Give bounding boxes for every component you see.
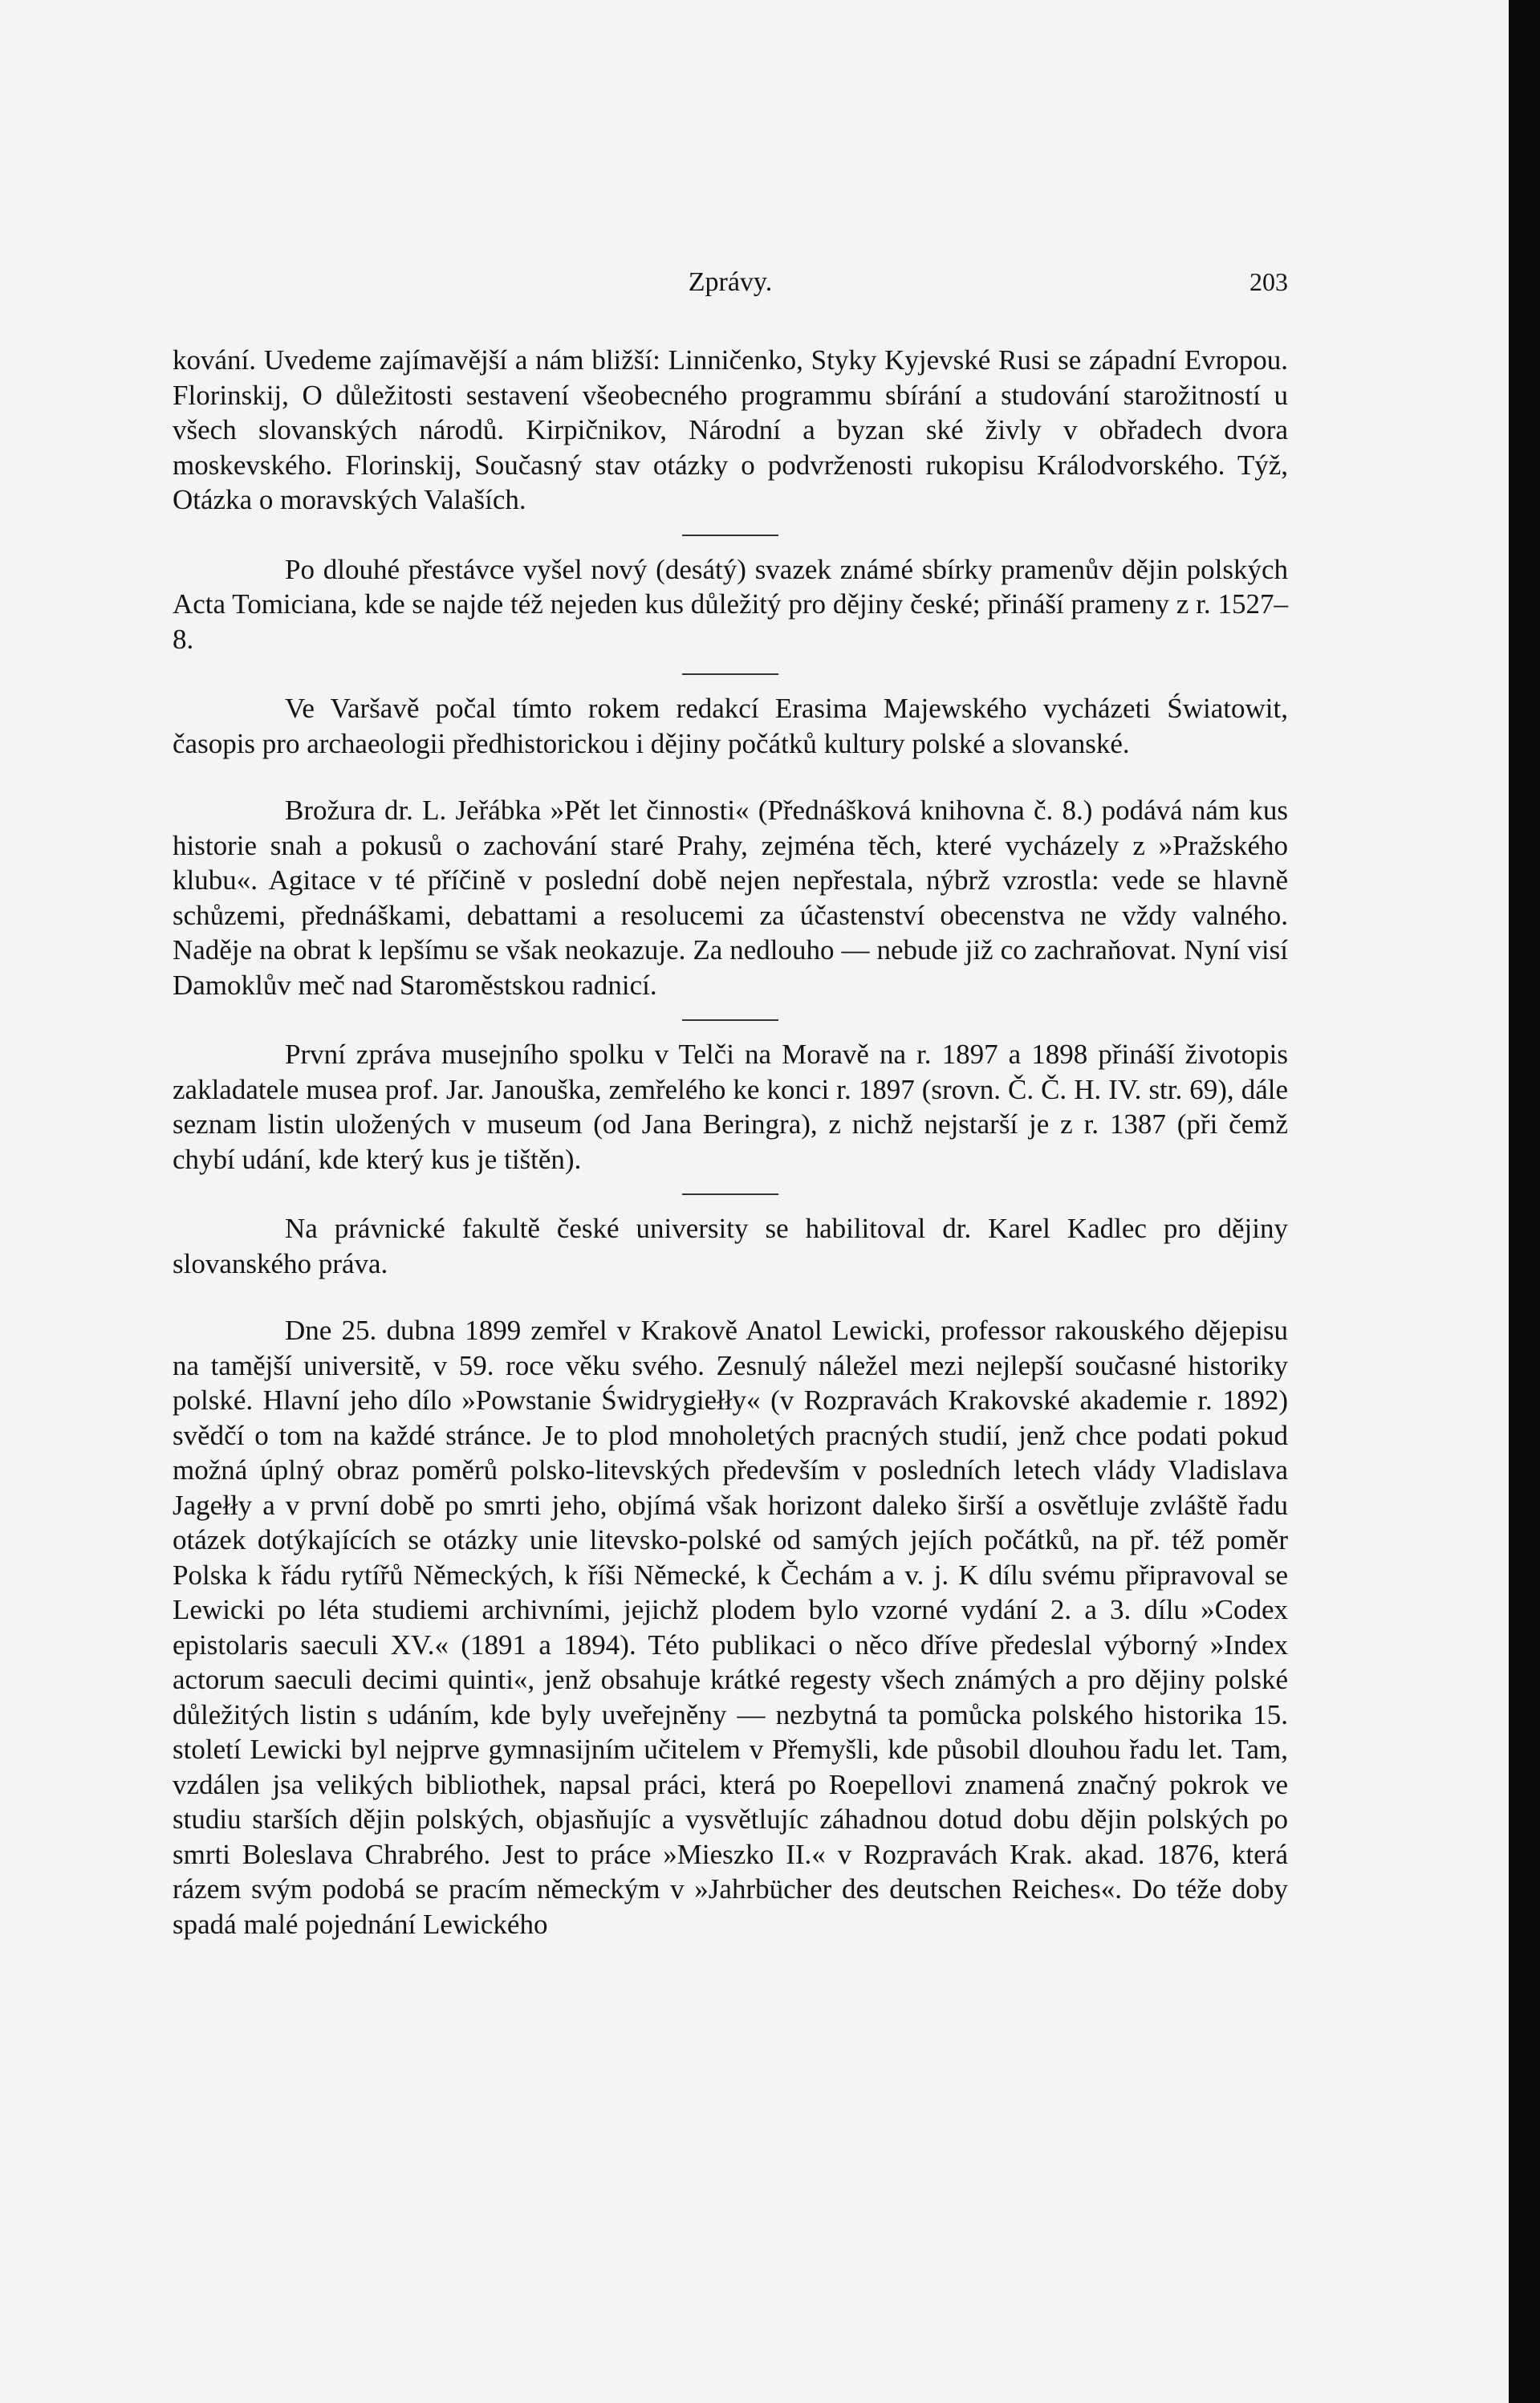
paragraph-4: Brožura dr. L. Jeřábka »Pět let činnosti« (Přednášková knihovna č. 8.) podává nám kus historie snah a pokusů o zachování staré Prahy, zejména těch, které vycházely z »Pražského klubu«. Agitace v té příčině v poslední době nejen nepřestala, nýbrž vzrostla: vede se hlavně schůzemi, přednáškami, debattami a resolucemi za účastenství obecenstva ne vždy valného. Naděje na obrat k lepšímu se však neokazuje. Za nedlouho — nebude již co zachraňovat. Nyní visí Damoklův meč nad Staroměstskou radnicí.	[173, 795, 1288, 1001]
page-number: 203	[1249, 267, 1288, 296]
separator-rule	[173, 1177, 1288, 1211]
paragraph-2: Po dlouhé přestávce vyšel nový (desátý) svazek známé sbírky pramenův dějin polských Acta Tomiciana, kde se najde též nejeden kus důležitý pro dějiny české; přináší prameny z r. 1527–8.	[173, 553, 1288, 655]
spacer	[173, 1281, 1288, 1313]
paragraph-6: Na právnické fakultě české university se habilitoval dr. Karel Kadlec pro dějiny slovanského práva.	[173, 1213, 1288, 1279]
separator-rule	[173, 518, 1288, 552]
paragraph-3: Ve Varšavě počal tímto rokem redakcí Erasima Majewského vycházeti Światowit, časopis pro archaeologii předhistorickou i dějiny počátků kultury polské a slovanské.	[173, 693, 1288, 759]
scan-edge	[1509, 0, 1540, 2403]
paragraph-7: Dne 25. dubna 1899 zemřel v Krakově Anatol Lewicki, professor rakouského dějepisu na tamější universitě, v 59. roce věku svého. Zesnulý náležel mezi nejlepší současné historiky polské. Hlavní jeho dílo »Powstanie Świdrygiełły« (v Rozpravách Krakovské akademie r. 1892) svědčí o tom na každé stránce. Je to plod mnoholetých pracných studií, jenž chce podati pokud možná úplný obraz poměrů polsko-litevských především v posledních letech vlády Vladislava Jagełły a v první době po smrti jeho, objímá však horizont daleko širší a osvětluje zvláště řadu otázek dotýkajících se otázky unie litevsko-polské od samých jejích počátků, na př. též poměr Polska k řádu rytířů Německých, k říši Německé, k Čechám a v. j. K dílu svému připravoval se Lewicki po léta studiemi archivními, jejichž plodem bylo vzorné vydání 2. a 3. dílu »Codex epistolaris saeculi XV.« (1891 a 1894). Této publikaci o něco dříve předeslal výborný »Index actorum saeculi decimi quinti«, jenž obsahuje krátké regesty všech známých a pro dějiny polské důležitých listin s udáním, kde byly uveřejněny — nezbytná ta pomůcka polského historika 15. století Lewicki byl nejprve gymnasijním učitelem v Přemyšli, kde působil dlouhou řadu let. Tam, vzdálen jsa velikých bibliothek, napsal práci, která po Roepellovi znamená značný pokrok ve studiu starších dějin polských, objasňujíc a vysvětlujíc záhadnou dotud dobu dějin polských po smrti Boleslava Chrabrého. Jest to práce »Mieszko II.« v Rozpravách Krak. akad. 1876, která rázem svým podobá se pracím německým v »Jahrbücher des deutschen Reiches«. Do téže doby spadá malé pojednání Lewického	[173, 1315, 1288, 1940]
paragraph-5: První zpráva musejního spolku v Telči na Moravě na r. 1897 a 1898 přináší životopis zakladatele musea prof. Jar. Janouška, zemřelého ke konci r. 1897 (srovn. Č. Č. H. IV. str. 69), dále seznam listin uložených v museum (od Jana Beringra), z nichž nejstarší je z r. 1387 (při čemž chybí udání, kde který kus je tištěn).	[173, 1039, 1288, 1175]
paragraph-1: kování. Uvedeme zajímavější a nám bližší: Linničenko, Styky Kyjevské Rusi se západní Evropou. Florinskij, O důležitosti sestavení všeobecného programmu sbírání a studování starožitností u všech slovanských národů. Kirpičnikov, Národní a byzan ské živly v obřadech dvora moskevského. Florinskij, Současný stav otázky o podvrženosti rukopisu Králodvorského. Týž, Otázka o moravských Valaších.	[173, 344, 1288, 515]
page-body	[173, 343, 1288, 1942]
separator-rule	[173, 657, 1288, 691]
separator-rule	[173, 1002, 1288, 1037]
spacer	[173, 761, 1288, 793]
page-header	[173, 267, 1288, 307]
running-head: Zprávy.	[688, 267, 773, 297]
